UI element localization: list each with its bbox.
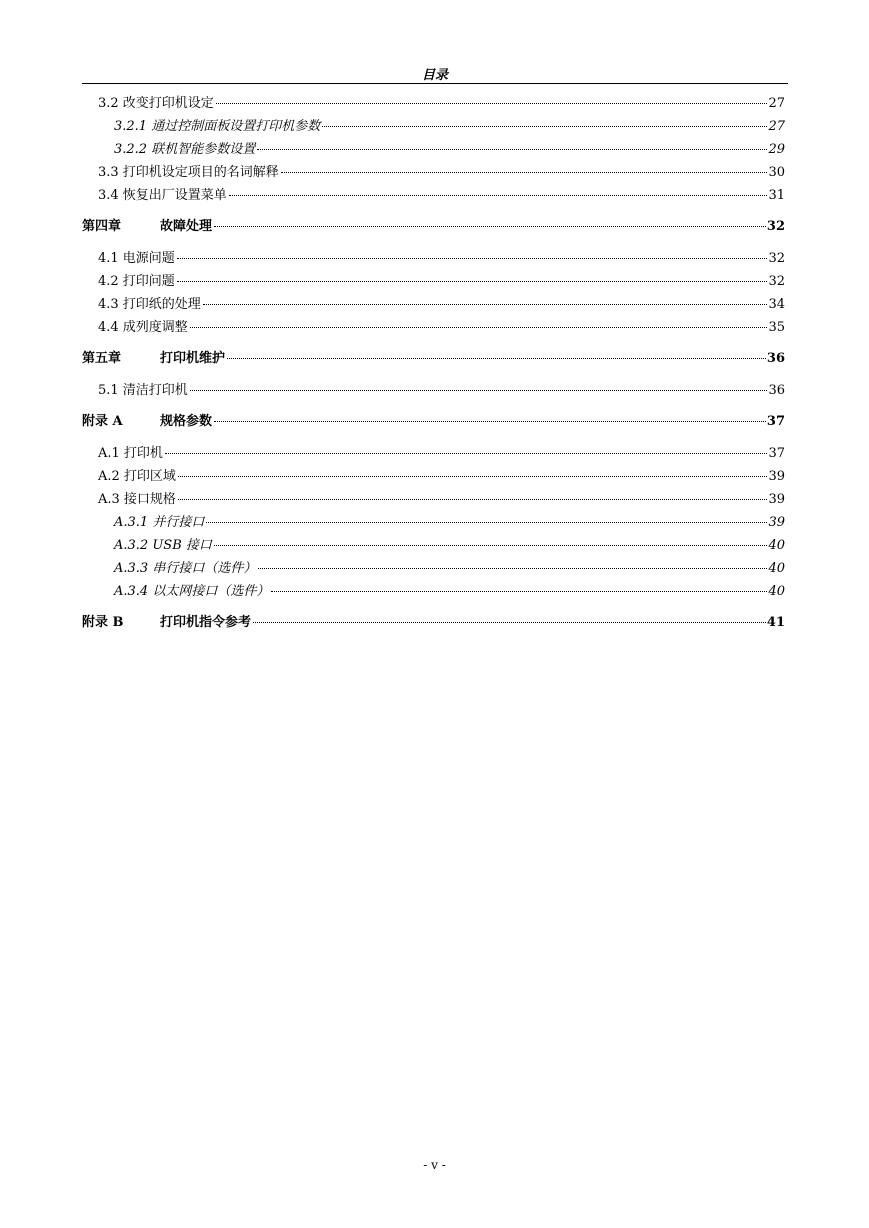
page-header <box>82 64 788 84</box>
toc-entry-label: 4.1 电源问题 <box>98 251 175 266</box>
dot-leader <box>214 544 768 546</box>
page-title: 目录 <box>421 68 448 83</box>
toc-page-number: 35 <box>768 320 785 335</box>
toc-page-number: 41 <box>766 615 785 630</box>
toc-page-number: 39 <box>768 515 785 530</box>
toc-entry-4-4[interactable] <box>82 316 785 339</box>
page-footer <box>0 1158 869 1172</box>
toc-entry-a-2[interactable] <box>82 465 785 488</box>
toc-page-number: 34 <box>768 297 785 312</box>
toc-page-number: 36 <box>766 351 785 366</box>
toc-entry-3-2-1[interactable] <box>82 115 785 138</box>
toc-chapter-5[interactable] <box>82 347 785 371</box>
toc-page-number: 40 <box>768 561 785 576</box>
toc-page-number: 27 <box>768 119 785 134</box>
toc-entry-label: A.3.1 并行接口 <box>114 515 205 530</box>
toc-page-number: 40 <box>768 538 785 553</box>
toc-page-number: 36 <box>768 383 785 398</box>
dot-leader <box>216 102 768 104</box>
toc-page-number: 32 <box>766 219 785 234</box>
dot-leader <box>178 498 768 500</box>
toc-entry-a-3-4[interactable] <box>82 580 785 603</box>
dot-leader <box>229 194 768 196</box>
dot-leader <box>214 225 766 227</box>
toc-entry-label: 3.2.2 联机智能参数设置 <box>114 142 256 157</box>
toc-entry-4-2[interactable] <box>82 270 785 293</box>
toc-appendix-b[interactable] <box>82 611 785 635</box>
dot-leader <box>177 257 768 259</box>
toc-page-number: 37 <box>768 446 785 461</box>
chapter-title: 故障处理 <box>160 219 213 234</box>
toc-entry-4-3[interactable] <box>82 293 785 316</box>
toc-entry-label: A.2 打印区域 <box>98 469 176 484</box>
table-of-contents <box>82 92 785 635</box>
chapter-title: 规格参数 <box>160 414 213 429</box>
dot-leader <box>253 621 766 623</box>
dot-leader <box>258 567 767 569</box>
dot-leader <box>203 303 768 305</box>
dot-leader <box>206 521 767 523</box>
dot-leader <box>281 171 768 173</box>
toc-entry-label: A.3.2 USB 接口 <box>114 538 212 553</box>
toc-page-number: 39 <box>768 492 785 507</box>
toc-page-number: 32 <box>768 251 785 266</box>
toc-entry-a-3-2[interactable] <box>82 534 785 557</box>
dot-leader <box>177 280 768 282</box>
toc-entry-label: 5.1 清洁打印机 <box>98 383 188 398</box>
toc-page-number: 37 <box>766 414 785 429</box>
chapter-number: 第五章 <box>82 351 122 366</box>
toc-entry-label: A.3.4 以太网接口（选件） <box>114 584 270 599</box>
toc-entry-3-3[interactable] <box>82 161 785 184</box>
toc-entry-a-3-3[interactable] <box>82 557 785 580</box>
toc-page-number: 39 <box>768 469 785 484</box>
dot-leader <box>190 326 768 328</box>
toc-entry-a-3-1[interactable] <box>82 511 785 534</box>
toc-page-number: 32 <box>768 274 785 289</box>
toc-entry-label: 3.3 打印机设定项目的名词解释 <box>98 165 279 180</box>
toc-appendix-a[interactable] <box>82 410 785 434</box>
toc-entry-label: 3.2.1 通过控制面板设置打印机参数 <box>114 119 321 134</box>
toc-page-number: 27 <box>768 96 785 111</box>
dot-leader <box>257 148 767 150</box>
toc-entry-5-1[interactable] <box>82 379 785 402</box>
dot-leader <box>271 590 767 592</box>
toc-entry-label: A.1 打印机 <box>98 446 163 461</box>
toc-entry-4-1[interactable] <box>82 247 785 270</box>
dot-leader <box>322 125 767 127</box>
dot-leader <box>214 420 766 422</box>
toc-entry-label: A.3 接口规格 <box>98 492 176 507</box>
chapter-title: 打印机维护 <box>160 351 226 366</box>
chapter-number: 附录 A <box>82 414 123 429</box>
dot-leader <box>165 452 768 454</box>
toc-entry-label: 3.4 恢复出厂设置菜单 <box>98 188 227 203</box>
toc-entry-label: 4.2 打印问题 <box>98 274 175 289</box>
chapter-number: 附录 B <box>82 615 124 630</box>
toc-entry-label: 4.4 成列度调整 <box>98 320 188 335</box>
dot-leader <box>227 357 766 359</box>
chapter-number: 第四章 <box>82 219 122 234</box>
toc-entry-label: 3.2 改变打印机设定 <box>98 96 214 111</box>
toc-entry-3-2[interactable] <box>82 92 785 115</box>
toc-page-number: 29 <box>768 142 785 157</box>
toc-chapter-4[interactable] <box>82 215 785 239</box>
toc-page-number: 40 <box>768 584 785 599</box>
toc-entry-label: 4.3 打印纸的处理 <box>98 297 201 312</box>
toc-entry-a-1[interactable] <box>82 442 785 465</box>
dot-leader <box>178 475 768 477</box>
page-number: - v - <box>423 1158 446 1172</box>
toc-entry-3-2-2[interactable] <box>82 138 785 161</box>
dot-leader <box>190 389 768 391</box>
toc-entry-a-3[interactable] <box>82 488 785 511</box>
toc-page-number: 30 <box>768 165 785 180</box>
chapter-title: 打印机指令参考 <box>160 615 252 630</box>
toc-entry-label: A.3.3 串行接口（选件） <box>114 561 257 576</box>
toc-page-number: 31 <box>768 188 785 203</box>
toc-entry-3-4[interactable] <box>82 184 785 207</box>
